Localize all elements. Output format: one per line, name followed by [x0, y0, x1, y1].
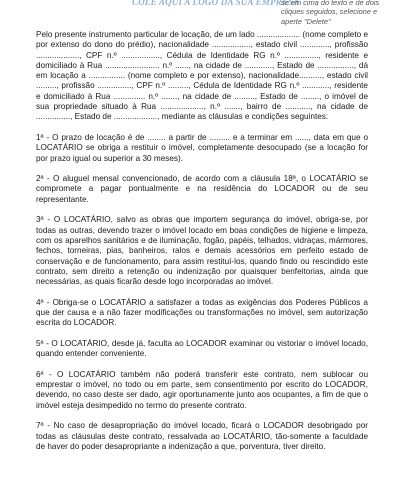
contract-intro: Pelo presente instrumento particular de locação, de um lado ................... (nome completo e por extenso do dono do prédio), nacionalidade ................., estado civil ............., profissão ..................., CPF n.º ................., Cédula de Identidade RG n.º ..............., residente e domiciliado à Rua ........................ n.º ......, na cidade de ............, Estado de ................, dá em locação a ................ (nome completo e por extenso), nacionalidade.........., estado civil ........., profissão ..............., CPF n.º ........., Cédula de Identidade RG n.º ............, residente e domiciliado à Rua .............. n.º ......., na cidade de ........., Estado de ........, o imóvel de sua propriedade situado à Rua ..................., n.º ......., bairro de ..........., na cidade de ..............., Estado de ..................., mediante as cláusulas e condições seguintes:: [36, 30, 368, 122]
logo-placeholder-text: COLE AQUI A LOGO DA SUA EMPRESA: [132, 0, 300, 7]
clause-7: 7ª - No caso de desapropriação do imóvel locado, ficará o LOCADOR desobrigado por todas as cláusulas deste contrato, ressalvada ao LOCATÁRIO, tão-somente a faculdade de haver do poder desapropriante a indenização a que, porventura, tiver direito.: [36, 421, 368, 451]
contract-body: [36, 30, 368, 462]
clause-2: 2ª - O aluguel mensal convencionado, de acordo com a cláusula 18ª, o LOCATÁRIO se compromete a pagar pontualmente e na residência do LOCADOR ou de seu representante.: [36, 174, 368, 204]
clause-5: 5ª - O LOCATÁRIO, desde já, faculta ao LOCADOR examinar ou vistoriar o imóvel locado, quando entender conveniente.: [36, 338, 368, 359]
header-strip: [0, 0, 400, 26]
delete-instruction-note: se em cima do texto e de dois cliques seguidos, selecione e aperte "Delete": [281, 0, 380, 26]
clause-4: 4ª - Obriga-se o LOCATÁRIO a satisfazer a todas as exigências dos Poderes Públicos a que der causa e a não fazer modificações ou transformações no imóvel, sem autorização escrita do LOCADOR.: [36, 297, 368, 328]
clause-6: 6ª - O LOCATÁRIO também não poderá transferir este contrato, nem sublocar ou emprestar o imóvel, no todo ou em parte, sem consentimento por escrito do LOCADOR, devendo, no caso deste ser dado, agir oportunamente junto aos ocupantes, a fim de que o imóvel esteja desimpedido no termo do presente contrato.: [36, 369, 368, 410]
clause-3: 3ª - O LOCATÁRIO, salvo as obras que importem segurança do imóvel, obriga-se, por todas as outras, devendo trazer o imóvel locado em boas condições de higiene e limpeza, com os aparelhos sanitários e de iluminação, fogão, papéis, telhados, vidraças, mármores, fechos, torneiras, pias, banheiros, ralos e demais acessórios em perfeito estado de conservação e de funcionamento, para assim restituí-los, quando findo ou rescindido este contrato, sem direito a retenção ou indenização por quaisquer benfeitorias, ainda que necessárias, as quais ficarão desde logo incorporadas ao imóvel.: [36, 215, 368, 287]
clause-1: 1ª - O prazo de locação é de ........ a partir de ......... e a terminar em ......, data em que o LOCATÁRIO se obriga a restituir o imóvel, completamente desocupado (se a locação for por prazo igual ou superior a 30 meses).: [36, 132, 368, 163]
